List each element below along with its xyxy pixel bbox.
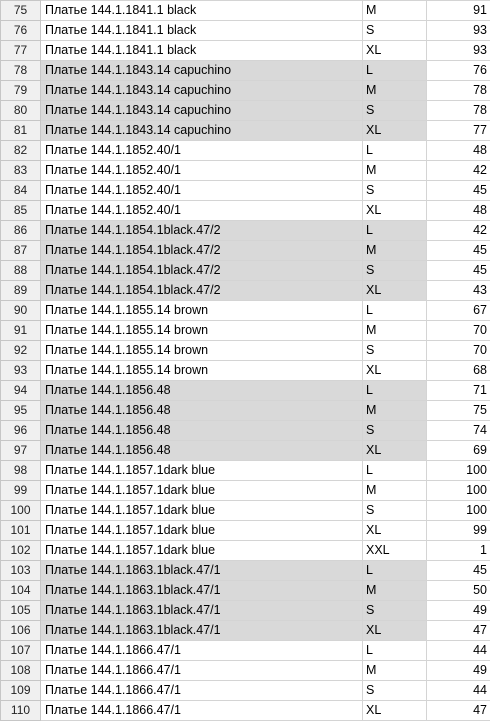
table-row[interactable] <box>1 561 490 581</box>
row-number-header[interactable]: 106 <box>1 621 41 641</box>
row-number-header[interactable]: 76 <box>1 21 41 41</box>
table-row[interactable] <box>1 621 490 641</box>
product-name-cell[interactable]: Платье 144.1.1866.47/1 <box>41 661 363 681</box>
table-row[interactable] <box>1 1 490 21</box>
size-cell[interactable]: XL <box>363 201 427 221</box>
size-cell[interactable]: M <box>363 661 427 681</box>
size-cell[interactable]: XL <box>363 701 427 721</box>
row-number-header[interactable]: 97 <box>1 441 41 461</box>
row-number-header[interactable]: 87 <box>1 241 41 261</box>
row-number-header[interactable]: 102 <box>1 541 41 561</box>
product-name-cell[interactable]: Платье 144.1.1857.1dark blue <box>41 541 363 561</box>
table-row[interactable] <box>1 101 490 121</box>
table-row[interactable] <box>1 441 490 461</box>
row-number-header[interactable]: 110 <box>1 701 41 721</box>
size-cell[interactable]: S <box>363 101 427 121</box>
quantity-cell[interactable]: 100 <box>427 481 490 501</box>
size-cell[interactable]: L <box>363 61 427 81</box>
quantity-cell[interactable]: 1 <box>427 541 490 561</box>
row-number-header[interactable]: 98 <box>1 461 41 481</box>
table-row[interactable] <box>1 141 490 161</box>
product-name-cell[interactable]: Платье 144.1.1843.14 capuchino <box>41 101 363 121</box>
product-name-cell[interactable]: Платье 144.1.1841.1 black <box>41 1 363 21</box>
product-name-cell[interactable]: Платье 144.1.1856.48 <box>41 441 363 461</box>
row-number-header[interactable]: 86 <box>1 221 41 241</box>
product-name-cell[interactable]: Платье 144.1.1841.1 black <box>41 21 363 41</box>
quantity-cell[interactable]: 44 <box>427 681 490 701</box>
table-row[interactable] <box>1 321 490 341</box>
size-cell[interactable]: XL <box>363 41 427 61</box>
product-name-cell[interactable]: Платье 144.1.1857.1dark blue <box>41 481 363 501</box>
product-name-cell[interactable]: Платье 144.1.1856.48 <box>41 381 363 401</box>
size-cell[interactable]: S <box>363 261 427 281</box>
size-cell[interactable]: M <box>363 581 427 601</box>
quantity-cell[interactable]: 45 <box>427 181 490 201</box>
size-cell[interactable]: L <box>363 461 427 481</box>
size-cell[interactable]: XL <box>363 521 427 541</box>
row-number-header[interactable]: 85 <box>1 201 41 221</box>
product-name-cell[interactable]: Платье 144.1.1854.1black.47/2 <box>41 241 363 261</box>
quantity-cell[interactable]: 100 <box>427 501 490 521</box>
row-number-header[interactable]: 91 <box>1 321 41 341</box>
quantity-cell[interactable]: 77 <box>427 121 490 141</box>
product-name-cell[interactable]: Платье 144.1.1863.1black.47/1 <box>41 601 363 621</box>
product-name-cell[interactable]: Платье 144.1.1855.14 brown <box>41 341 363 361</box>
row-number-header[interactable]: 96 <box>1 421 41 441</box>
product-name-cell[interactable]: Платье 144.1.1855.14 brown <box>41 321 363 341</box>
size-cell[interactable]: L <box>363 381 427 401</box>
table-row[interactable] <box>1 241 490 261</box>
product-name-cell[interactable]: Платье 144.1.1863.1black.47/1 <box>41 561 363 581</box>
product-name-cell[interactable]: Платье 144.1.1863.1black.47/1 <box>41 621 363 641</box>
quantity-cell[interactable]: 42 <box>427 161 490 181</box>
quantity-cell[interactable]: 44 <box>427 641 490 661</box>
product-name-cell[interactable]: Платье 144.1.1854.1black.47/2 <box>41 261 363 281</box>
row-number-header[interactable]: 77 <box>1 41 41 61</box>
size-cell[interactable]: L <box>363 141 427 161</box>
product-name-cell[interactable]: Платье 144.1.1852.40/1 <box>41 141 363 161</box>
row-number-header[interactable]: 95 <box>1 401 41 421</box>
quantity-cell[interactable]: 99 <box>427 521 490 541</box>
size-cell[interactable]: S <box>363 501 427 521</box>
product-name-cell[interactable]: Платье 144.1.1863.1black.47/1 <box>41 581 363 601</box>
product-name-cell[interactable]: Платье 144.1.1854.1black.47/2 <box>41 281 363 301</box>
row-number-header[interactable]: 89 <box>1 281 41 301</box>
size-cell[interactable]: M <box>363 401 427 421</box>
table-row[interactable] <box>1 301 490 321</box>
table-row[interactable] <box>1 701 490 721</box>
quantity-cell[interactable]: 70 <box>427 341 490 361</box>
size-cell[interactable]: M <box>363 321 427 341</box>
quantity-cell[interactable]: 50 <box>427 581 490 601</box>
product-name-cell[interactable]: Платье 144.1.1841.1 black <box>41 41 363 61</box>
product-name-cell[interactable]: Платье 144.1.1843.14 capuchino <box>41 121 363 141</box>
size-cell[interactable]: S <box>363 341 427 361</box>
product-name-cell[interactable]: Платье 144.1.1866.47/1 <box>41 701 363 721</box>
row-number-header[interactable]: 101 <box>1 521 41 541</box>
quantity-cell[interactable]: 68 <box>427 361 490 381</box>
row-number-header[interactable]: 82 <box>1 141 41 161</box>
table-row[interactable] <box>1 161 490 181</box>
quantity-cell[interactable]: 100 <box>427 461 490 481</box>
size-cell[interactable]: S <box>363 681 427 701</box>
row-number-header[interactable]: 93 <box>1 361 41 381</box>
quantity-cell[interactable]: 45 <box>427 561 490 581</box>
row-number-header[interactable]: 88 <box>1 261 41 281</box>
product-name-cell[interactable]: Платье 144.1.1843.14 capuchino <box>41 61 363 81</box>
table-row[interactable] <box>1 201 490 221</box>
quantity-cell[interactable]: 74 <box>427 421 490 441</box>
row-number-header[interactable]: 92 <box>1 341 41 361</box>
quantity-cell[interactable]: 42 <box>427 221 490 241</box>
size-cell[interactable]: S <box>363 421 427 441</box>
table-row[interactable] <box>1 401 490 421</box>
size-cell[interactable]: XL <box>363 441 427 461</box>
table-row[interactable] <box>1 261 490 281</box>
quantity-cell[interactable]: 49 <box>427 601 490 621</box>
size-cell[interactable]: XL <box>363 621 427 641</box>
quantity-cell[interactable]: 47 <box>427 621 490 641</box>
table-row[interactable] <box>1 661 490 681</box>
size-cell[interactable]: M <box>363 241 427 261</box>
size-cell[interactable]: S <box>363 21 427 41</box>
row-number-header[interactable]: 75 <box>1 1 41 21</box>
product-name-cell[interactable]: Платье 144.1.1855.14 brown <box>41 361 363 381</box>
quantity-cell[interactable]: 71 <box>427 381 490 401</box>
size-cell[interactable]: M <box>363 481 427 501</box>
table-row[interactable] <box>1 461 490 481</box>
quantity-cell[interactable]: 76 <box>427 61 490 81</box>
row-number-header[interactable]: 99 <box>1 481 41 501</box>
quantity-cell[interactable]: 43 <box>427 281 490 301</box>
row-number-header[interactable]: 108 <box>1 661 41 681</box>
table-row[interactable] <box>1 21 490 41</box>
quantity-cell[interactable]: 48 <box>427 141 490 161</box>
row-number-header[interactable]: 90 <box>1 301 41 321</box>
product-name-cell[interactable]: Платье 144.1.1866.47/1 <box>41 681 363 701</box>
table-row[interactable] <box>1 501 490 521</box>
size-cell[interactable]: M <box>363 1 427 21</box>
quantity-cell[interactable]: 69 <box>427 441 490 461</box>
quantity-cell[interactable]: 70 <box>427 321 490 341</box>
row-number-header[interactable]: 94 <box>1 381 41 401</box>
product-name-cell[interactable]: Платье 144.1.1866.47/1 <box>41 641 363 661</box>
product-name-cell[interactable]: Платье 144.1.1857.1dark blue <box>41 521 363 541</box>
size-cell[interactable]: M <box>363 81 427 101</box>
size-cell[interactable]: M <box>363 161 427 181</box>
size-cell[interactable]: L <box>363 301 427 321</box>
quantity-cell[interactable]: 91 <box>427 1 490 21</box>
row-number-header[interactable]: 105 <box>1 601 41 621</box>
size-cell[interactable]: XL <box>363 281 427 301</box>
product-name-cell[interactable]: Платье 144.1.1852.40/1 <box>41 161 363 181</box>
product-name-cell[interactable]: Платье 144.1.1852.40/1 <box>41 181 363 201</box>
table-row[interactable] <box>1 521 490 541</box>
table-row[interactable] <box>1 581 490 601</box>
table-row[interactable] <box>1 61 490 81</box>
row-number-header[interactable]: 107 <box>1 641 41 661</box>
quantity-cell[interactable]: 93 <box>427 41 490 61</box>
table-row[interactable] <box>1 601 490 621</box>
table-row[interactable] <box>1 381 490 401</box>
table-row[interactable] <box>1 541 490 561</box>
row-number-header[interactable]: 104 <box>1 581 41 601</box>
table-row[interactable] <box>1 341 490 361</box>
table-body <box>1 1 490 721</box>
size-cell[interactable]: XXL <box>363 541 427 561</box>
product-name-cell[interactable]: Платье 144.1.1857.1dark blue <box>41 501 363 521</box>
row-number-header[interactable]: 81 <box>1 121 41 141</box>
table-row[interactable] <box>1 481 490 501</box>
size-cell[interactable]: L <box>363 561 427 581</box>
product-name-cell[interactable]: Платье 144.1.1856.48 <box>41 421 363 441</box>
row-number-header[interactable]: 100 <box>1 501 41 521</box>
table-row[interactable] <box>1 121 490 141</box>
row-number-header[interactable]: 84 <box>1 181 41 201</box>
row-number-header[interactable]: 109 <box>1 681 41 701</box>
table-row[interactable] <box>1 81 490 101</box>
quantity-cell[interactable]: 67 <box>427 301 490 321</box>
row-number-header[interactable]: 78 <box>1 61 41 81</box>
quantity-cell[interactable]: 78 <box>427 101 490 121</box>
table-row[interactable] <box>1 361 490 381</box>
quantity-cell[interactable]: 93 <box>427 21 490 41</box>
row-number-header[interactable]: 80 <box>1 101 41 121</box>
product-name-cell[interactable]: Платье 144.1.1857.1dark blue <box>41 461 363 481</box>
product-name-cell[interactable]: Платье 144.1.1852.40/1 <box>41 201 363 221</box>
size-cell[interactable]: XL <box>363 121 427 141</box>
row-number-header[interactable]: 83 <box>1 161 41 181</box>
quantity-cell[interactable]: 45 <box>427 241 490 261</box>
quantity-cell[interactable]: 45 <box>427 261 490 281</box>
quantity-cell[interactable]: 49 <box>427 661 490 681</box>
size-cell[interactable]: L <box>363 221 427 241</box>
table-row[interactable] <box>1 221 490 241</box>
product-name-cell[interactable]: Платье 144.1.1856.48 <box>41 401 363 421</box>
row-number-header[interactable]: 79 <box>1 81 41 101</box>
quantity-cell[interactable]: 48 <box>427 201 490 221</box>
quantity-cell[interactable]: 78 <box>427 81 490 101</box>
table-row[interactable] <box>1 181 490 201</box>
size-cell[interactable]: S <box>363 181 427 201</box>
size-cell[interactable]: S <box>363 601 427 621</box>
table-row[interactable] <box>1 421 490 441</box>
table-row[interactable] <box>1 641 490 661</box>
product-name-cell[interactable]: Платье 144.1.1854.1black.47/2 <box>41 221 363 241</box>
product-name-cell[interactable]: Платье 144.1.1843.14 capuchino <box>41 81 363 101</box>
size-cell[interactable]: XL <box>363 361 427 381</box>
quantity-cell[interactable]: 47 <box>427 701 490 721</box>
product-name-cell[interactable]: Платье 144.1.1855.14 brown <box>41 301 363 321</box>
size-cell[interactable]: L <box>363 641 427 661</box>
table-row[interactable] <box>1 281 490 301</box>
table-row[interactable] <box>1 681 490 701</box>
quantity-cell[interactable]: 75 <box>427 401 490 421</box>
row-number-header[interactable]: 103 <box>1 561 41 581</box>
table-row[interactable] <box>1 41 490 61</box>
